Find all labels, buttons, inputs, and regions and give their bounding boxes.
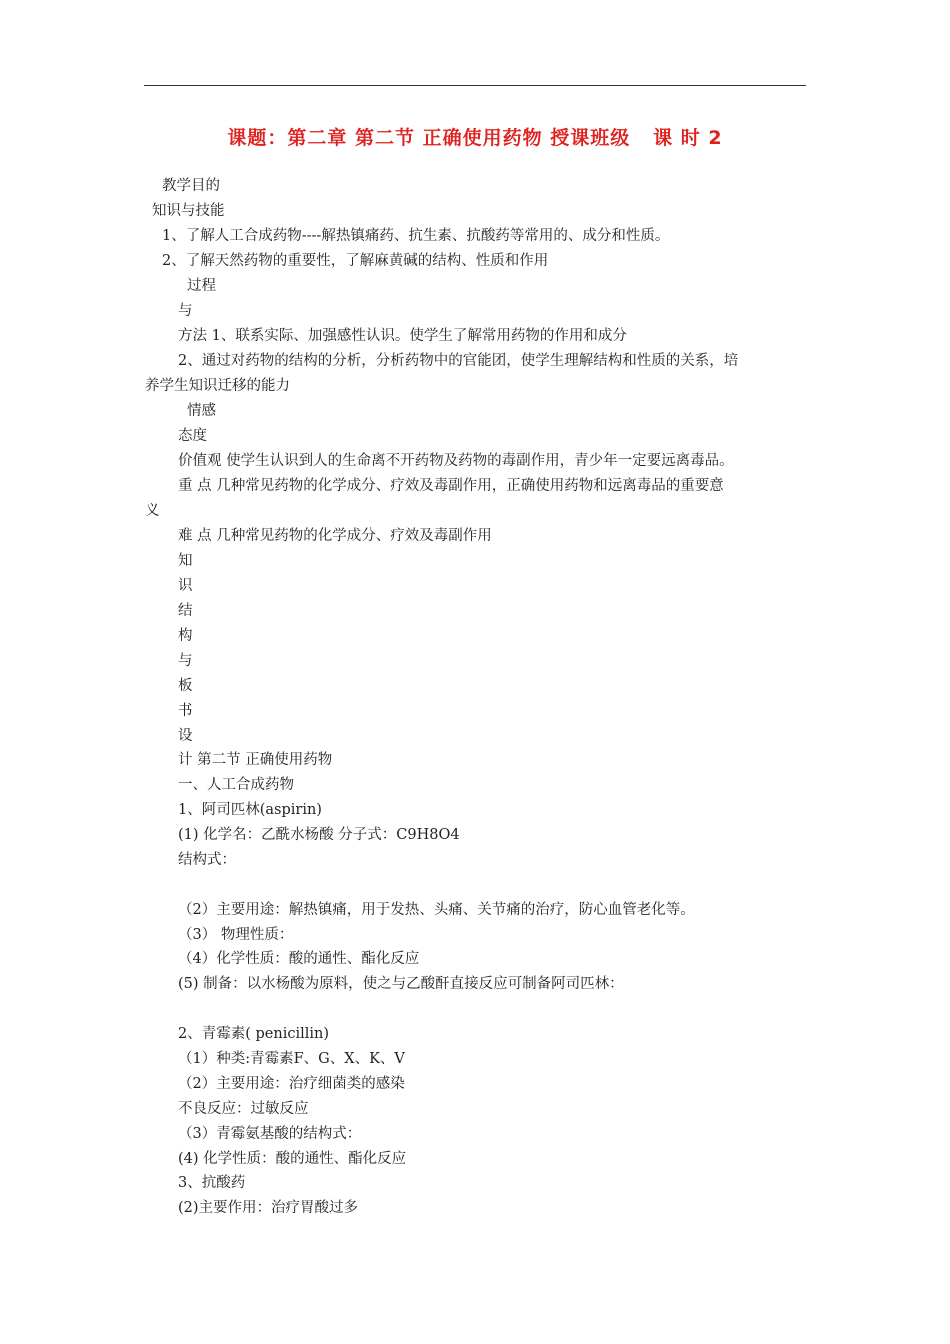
text-line: (4) 化学性质：酸的通性、酯化反应 [178,1151,407,1167]
text-line: 知识与技能 [152,203,225,219]
text-line: （2）主要用途：治疗细菌类的感染 [178,1076,405,1092]
text-line: 重 点 几种常见药物的化学成分、疗效及毒副作用，正确使用药物和远离毒品的重要意 [178,478,724,494]
header-rule [144,85,806,86]
text-line: 与 [178,653,193,669]
text-line: 难 点 几种常见药物的化学成分、疗效及毒副作用 [178,528,492,544]
text-line: 书 [178,703,193,719]
text-line: 方法 1、联系实际、加强感性认识。使学生了解常用药物的作用和成分 [178,328,627,344]
text-line: 教学目的 [162,178,220,194]
text-line: 3、抗酸药 [178,1175,246,1191]
text-line: 知 [178,553,193,569]
text-line: 过程 [187,278,216,294]
text-line: 态度 [178,428,207,444]
text-line: 2、了解天然药物的重要性，了解麻黄碱的结构、性质和作用 [162,253,549,269]
text-line: 设 [178,728,193,744]
text-line: 与 [178,303,193,319]
lesson-title: 课题：第二章 第二节 正确使用药物 授课班级 课 时 2 [227,127,723,149]
text-line: 义 [145,503,160,519]
text-line: 构 [178,628,193,644]
text-line: 1、了解人工合成药物----解热镇痛药、抗生素、抗酸药等常用的、成分和性质。 [162,228,670,244]
text-line: 不良反应：过敏反应 [178,1101,309,1117]
text-line: 养学生知识迁移的能力 [145,378,290,394]
text-line: 板 [178,678,193,694]
text-line: 1、阿司匹林(aspirin) [178,802,322,818]
text-line: 结 [178,603,193,619]
text-line: （3）青霉氨基酸的结构式： [178,1126,362,1142]
text-line: 计 第二节 正确使用药物 [178,752,333,768]
text-line: (2)主要作用：治疗胃酸过多 [178,1200,359,1216]
text-line: 价值观 使学生认识到人的生命离不开药物及药物的毒副作用，青少年一定要远离毒品。 [178,453,734,469]
text-line: 一、人工合成药物 [178,777,294,793]
text-line: (1) 化学名：乙酰水杨酸 分子式：C9H8O4 [178,827,460,843]
text-line: （2）主要用途：解热镇痛，用于发热、头痛、关节痛的治疗，防心血管老化等。 [178,902,695,918]
text-line: （3） 物理性质： [178,927,294,943]
text-line: （1）种类:青霉素F、G、X、K、V [178,1051,405,1067]
text-line: （4）化学性质：酸的通性、酯化反应 [178,951,420,967]
text-line: (5) 制备：以水杨酸为原料，使之与乙酸酐直接反应可制备阿司匹林： [178,976,624,992]
text-line: 情感 [187,403,216,419]
text-line: 2、青霉素( penicillin) [178,1026,329,1042]
text-line: 结构式： [178,852,236,868]
text-line: 识 [178,578,193,594]
text-line: 2、通过对药物的结构的分析，分析药物中的官能团，使学生理解结构和性质的关系，培 [178,353,739,369]
